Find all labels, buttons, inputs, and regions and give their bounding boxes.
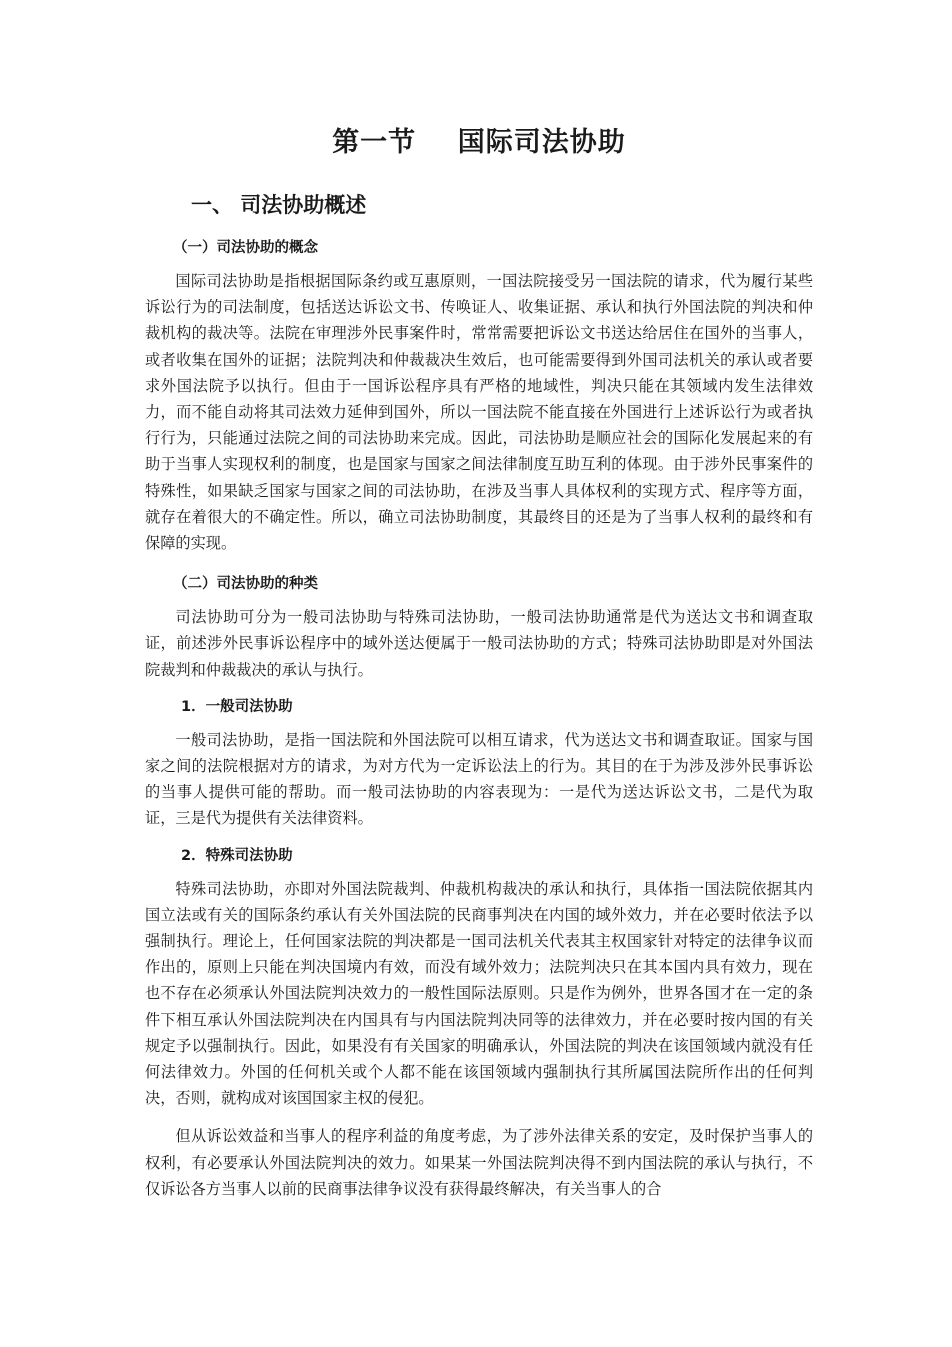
subsection-heading-types: （二）司法协助的种类 <box>173 576 318 593</box>
paragraph-concept: 国际司法协助是指根据国际条约或互惠原则，一国法院接受另一国法院的请求，代为履行某些诉讼行为的司法制度，包括送达诉讼文书、传唤证人、收集证据、承认和执行外国法院的判决和仲裁机构的裁决等。法院在审理涉外民事案件时，常常需要把诉讼文书送达给居住在国外的当事人，或者收集在国外的证据；法院判决和仲裁裁决生效后，也可能需要得到外国司法机关的承认或者要求外国法院予以执行。但由于一国诉讼程序具有严格的地域性，判决只能在其领域内发生法律效力，而不能自动将其司法效力延伸到国外，所以一国法院不能直接在外国进行上述诉讼行为或者执行行为，只能通过法院之间的司法协助来完成。因此，司法协助是顺应社会的国际化发展起来的有助于当事人实现权利的制度，也是国家与国家之间法律制度互助互利的体现。由于涉外民事案件的特殊性，如果缺乏国家与国家之间的司法协助，在涉及当事人具体权利的实现方式、程序等方面，就存在着很大的不确定性。所以，确立司法协助制度，其最终目的还是为了当事人权利的最终和有保障的实现。 <box>145 272 813 553</box>
document-body <box>145 118 813 1202</box>
paragraph-special-assistance-2: 但从诉讼效益和当事人的程序利益的角度考虑，为了涉外法律关系的安定，及时保护当事人的权利，有必要承认外国法院判决的效力。如果某一外国法院判决得不到内国法院的承认与执行，不仅诉讼各方当事人以前的民商事法律争议没有获得最终解决，有关当事人的合 <box>145 1127 813 1198</box>
item-heading-special-assistance: 2．特殊司法协助 <box>181 847 293 864</box>
paragraph-special-assistance-1: 特殊司法协助，亦即对外国法院裁判、仲裁机构裁决的承认和执行，具体指一国法院依据其内国立法或有关的国际条约承认有关外国法院的民商事判决在内国的域外效力，并在必要时依法予以强制执行。理论上，任何国家法院的判决都是一国司法机关代表其主权国家针对特定的法律争议而作出的，原则上只能在判决国境内有效，而没有域外效力；法院判决只在其本国内具有效力，现在也不存在必须承认外国法院判决效力的一般性国际法原则。只是作为例外，世界各国才在一定的条件下相互承认外国法院判决在内国具有与内国法院判决同等的法律效力，并在必要时按内国的有关规定予以强制执行。因此，如果没有有关国家的明确承认，外国法院的判决在该国领域内就没有任何法律效力。外国的任何机关或个人都不能在该国领域内强制执行其所属国法院所作出的任何判决，否则，就构成对该国国家主权的侵犯。 <box>145 879 813 1108</box>
section-heading-overview: 一、 司法协助概述 <box>191 193 367 217</box>
paragraph-general-assistance: 一般司法协助，是指一国法院和外国法院可以相互请求，代为送达文书和调查取证。国家与国家之间的法院根据对方的请求，为对方代为一定诉讼法上的行为。其目的在于为涉及涉外民事诉讼的当事人提供可能的帮助。而一般司法协助的内容表现为：一是代为送达诉讼文书，二是代为取证，三是代为提供有关法律资料。 <box>145 730 813 828</box>
subsection-heading-concept: （一）司法协助的概念 <box>173 240 318 256</box>
chapter-title: 第一节 国际司法协助 <box>332 127 626 158</box>
paragraph-types: 司法协助可分为一般司法协助与特殊司法协助，一般司法协助通常是代为送达文书和调查取证，前述涉外民事诉讼程序中的域外送达便属于一般司法协助的方式；特殊司法协助即是对外国法院裁判和仲裁裁决的承认与执行。 <box>145 608 813 679</box>
item-heading-general-assistance: 1．一般司法协助 <box>181 698 293 715</box>
